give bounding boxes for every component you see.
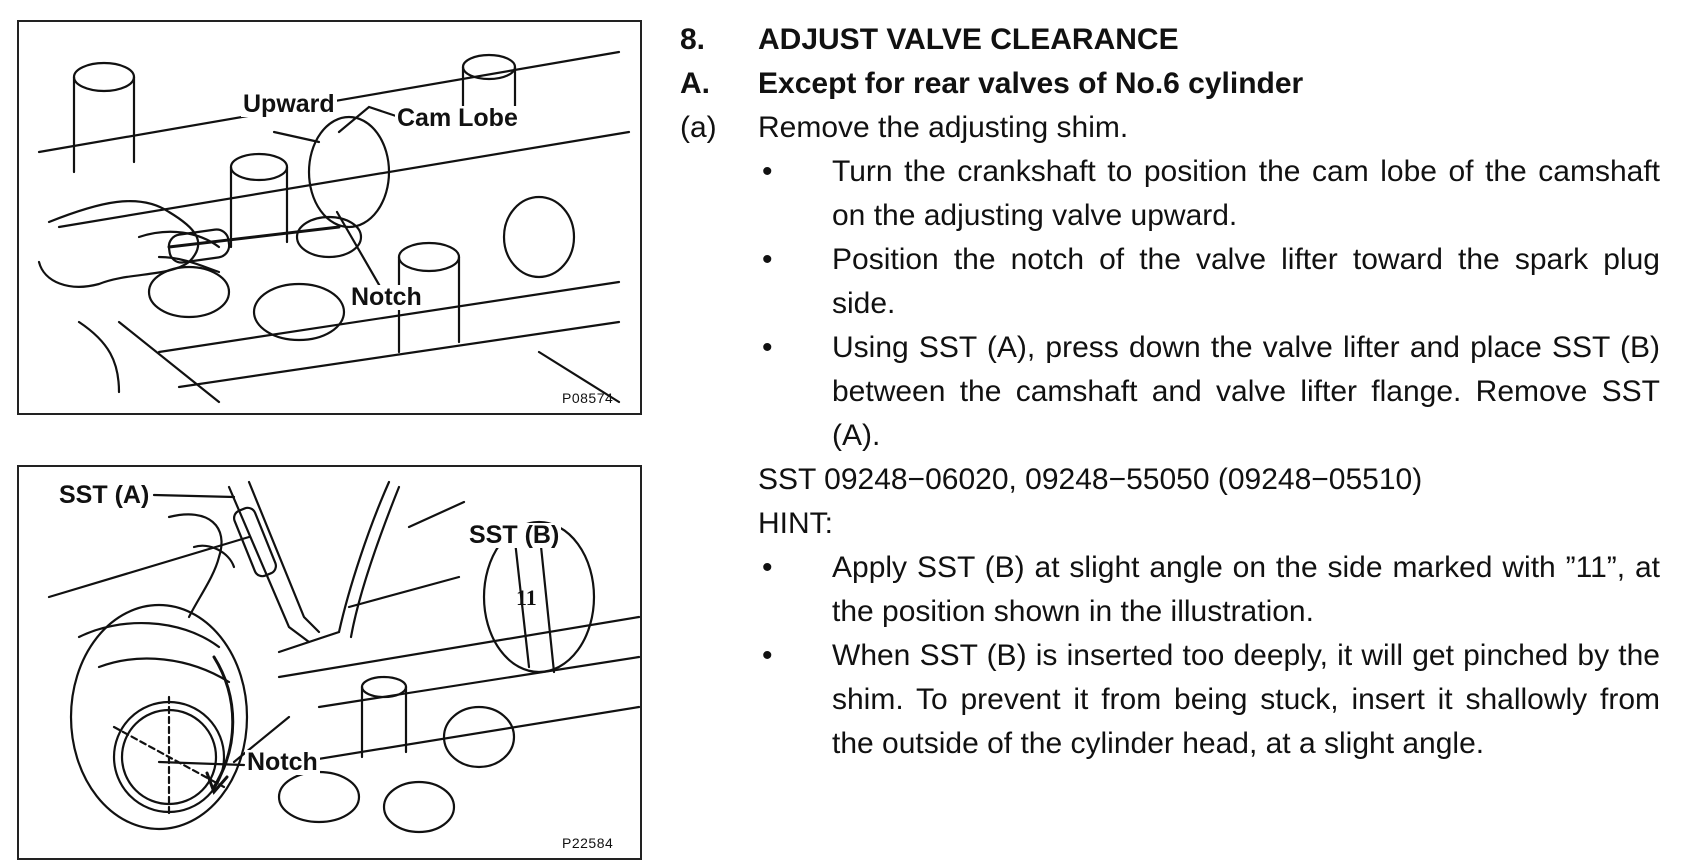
list-item bbox=[680, 150, 1660, 238]
callout-notch: Notch bbox=[247, 748, 318, 776]
bullet-icon: • bbox=[762, 331, 773, 364]
bullet-icon: • bbox=[762, 551, 773, 584]
engine-camshaft-drawing bbox=[19, 22, 642, 415]
bullet-text: When SST (B) is inserted too deeply, it will get pinched by the shim. To prevent it from being stuck, insert it shallowly from the outside of the cylinder head, at a slight angle. bbox=[832, 639, 1660, 760]
procedure-text bbox=[680, 18, 1660, 766]
bullet-text: Position the notch of the valve lifter toward the spark plug side. bbox=[832, 243, 1660, 320]
step-line bbox=[680, 106, 1660, 150]
step-label: (a) bbox=[680, 111, 717, 144]
callout-mark-11: 11 bbox=[516, 585, 537, 610]
bullet-icon: • bbox=[762, 639, 773, 672]
bullet-text: Using SST (A), press down the valve lifter and place SST (B) between the camshaft and valve lifter flange. Remove SST (A). bbox=[832, 331, 1660, 452]
section-number: 8. bbox=[680, 23, 706, 56]
callout-cam-lobe: Cam Lobe bbox=[397, 104, 518, 132]
callout-upward: Upward bbox=[243, 90, 335, 118]
figure-code: P22584 bbox=[562, 835, 614, 851]
subsection-title: Except for rear valves of No.6 cylinder bbox=[758, 67, 1304, 100]
subsection-letter: A. bbox=[680, 67, 710, 100]
subsection-heading bbox=[680, 62, 1660, 106]
list-item bbox=[680, 238, 1660, 326]
bullet-icon: • bbox=[762, 243, 773, 276]
illustration-cam-lobe bbox=[17, 20, 642, 415]
section-title: ADJUST VALVE CLEARANCE bbox=[758, 23, 1179, 56]
callout-sst-a: SST (A) bbox=[59, 481, 150, 509]
illustration-sst-placement bbox=[17, 465, 642, 860]
sst-line: SST 09248−06020, 09248−55050 (09248−05510) bbox=[758, 463, 1423, 496]
list-item bbox=[680, 546, 1660, 634]
hint-label: HINT: bbox=[758, 507, 833, 540]
list-item bbox=[680, 634, 1660, 766]
bullet-text: Apply SST (B) at slight angle on the side marked with ”11”, at the position shown in the illustration. bbox=[832, 551, 1660, 628]
section-heading bbox=[680, 18, 1660, 62]
list-item bbox=[680, 326, 1660, 458]
bullet-icon: • bbox=[762, 155, 773, 188]
figure-code: P08574 bbox=[562, 390, 614, 406]
step-title: Remove the adjusting shim. bbox=[758, 111, 1129, 144]
callout-sst-b: SST (B) bbox=[469, 521, 560, 549]
callout-notch: Notch bbox=[351, 283, 422, 311]
bullet-text: Turn the crankshaft to position the cam lobe of the camshaft on the adjusting valve upward. bbox=[832, 155, 1660, 232]
